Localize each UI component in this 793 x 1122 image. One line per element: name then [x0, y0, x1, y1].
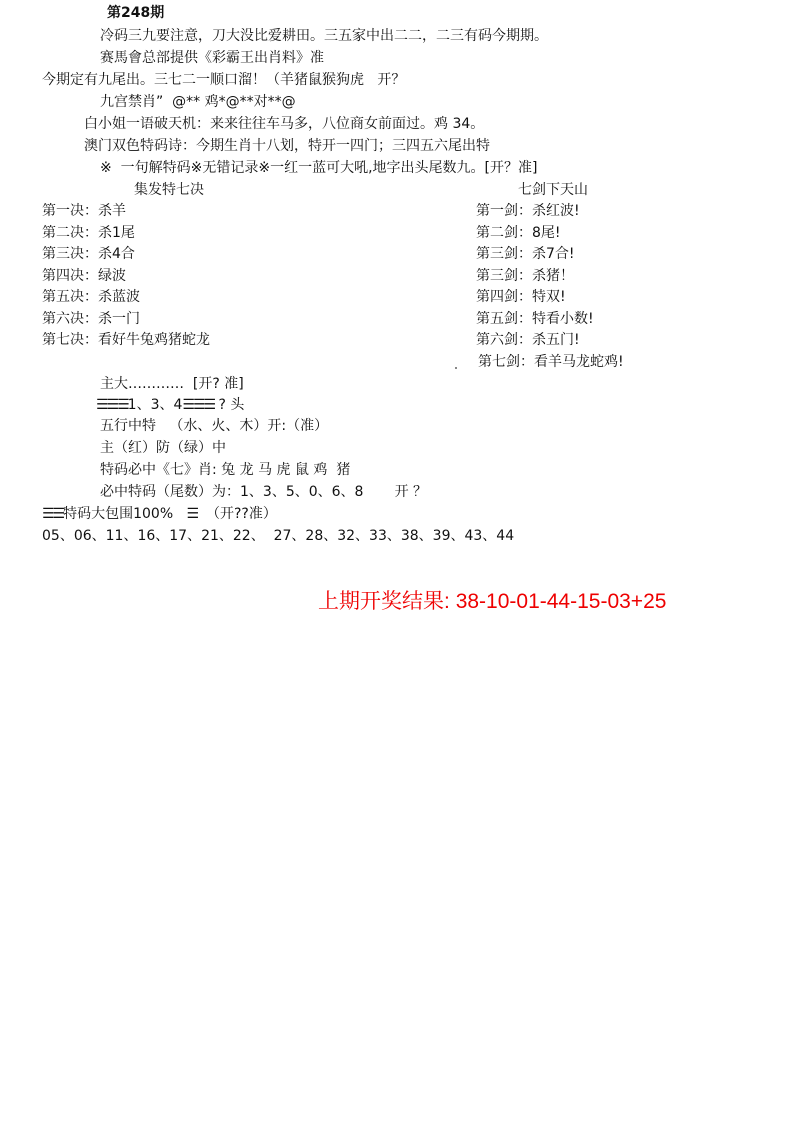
last-result-label: 上期开奖结果:	[318, 590, 450, 613]
color-prediction: 主（红）防（绿）中	[100, 440, 226, 456]
wrap-suffix: （开??准）	[197, 506, 277, 522]
right-column-item: 第六剑：杀五门!	[476, 332, 580, 348]
main-prediction: 主大………… [开? 准]	[100, 376, 244, 392]
intro-line-5: 白小姐一语破天机：来来往往车马多，八位商女前面过。鸡 34。	[84, 116, 485, 132]
head-suffix: ? 头	[214, 397, 245, 413]
left-column-item: 第一决：杀羊	[42, 203, 126, 219]
intro-line-1: 冷码三九要注意，刀大没比爱耕田。三五家中出二二，二三有码今期期。	[100, 28, 548, 44]
last-result	[318, 588, 666, 616]
last-result-value: 38-10-01-44-15-03+25	[455, 590, 667, 613]
intro-line-6: 澳门双色特码诗：今期生肖十八划，特开一四门；三四五六尾出特	[84, 138, 490, 154]
wrap-prediction	[42, 505, 277, 523]
head-numbers: 1、3、4	[127, 397, 183, 413]
intro-line-7: ※ 一句解特码※无错记录※一红一蓝可大吼,地字出头尾数九。[开？准]	[100, 160, 538, 176]
bars-icon: ☰☰☰	[96, 397, 128, 413]
wuxing-prediction: 五行中特 （水、火、木）开:（准）	[100, 418, 329, 434]
zodiac-prediction: 特码必中《七》肖: 兔 龙 马 虎 鼠 鸡 猪	[100, 462, 351, 478]
right-column-title: 七剑下天山	[518, 182, 588, 198]
bars-icon: ☰	[186, 506, 198, 522]
intro-line-4: 九宫禁肖” @** 鸡*@**对**@	[100, 94, 296, 110]
wrap-label: 特码大包围100%	[63, 506, 174, 522]
left-column-item: 第三决：杀4合	[42, 246, 135, 262]
left-column-item: 第七决：看好牛兔鸡猪蛇龙	[42, 332, 210, 348]
left-column-item: 第四决：绿波	[42, 268, 126, 284]
bars-icon: ☰☰☰	[182, 397, 215, 413]
right-column-item: 第七剑：看羊马龙蛇鸡!	[478, 354, 624, 370]
left-column-title: 集发特七决	[134, 182, 204, 198]
intro-line-2: 赛馬會总部提供《彩霸王出肖料》准	[100, 50, 324, 66]
right-column-item: 第二剑：8尾!	[476, 225, 561, 241]
right-column-item: 第三剑：杀7合!	[476, 246, 575, 262]
right-column-item: 第一剑：杀红波!	[476, 203, 580, 219]
issue-title: 第248期	[107, 5, 165, 21]
number-list: 05、06、11、16、17、21、22、 27、28、32、33、38、39、43、44	[42, 528, 515, 544]
head-prediction	[96, 396, 244, 414]
right-column-item: 第三剑：杀猪！	[476, 268, 574, 284]
intro-line-3: 今期定有九尾出。三七二一顺口溜！（羊猪鼠猴狗虎 开？	[42, 72, 406, 88]
left-column-item: 第二决：杀1尾	[42, 225, 135, 241]
bars-icon: ☰☰	[42, 506, 64, 522]
left-column-item: 第五决：杀蓝波	[42, 289, 140, 305]
left-column-item: 第六决：杀一门	[42, 311, 140, 327]
right-column-item: 第五剑：特看小数!	[476, 311, 594, 327]
divider-dot	[455, 367, 457, 369]
tail-prediction: 必中特码（尾数）为：1、3、5、0、6、8 开 ？	[100, 484, 428, 500]
right-column-item: 第四剑：特双!	[476, 289, 566, 305]
